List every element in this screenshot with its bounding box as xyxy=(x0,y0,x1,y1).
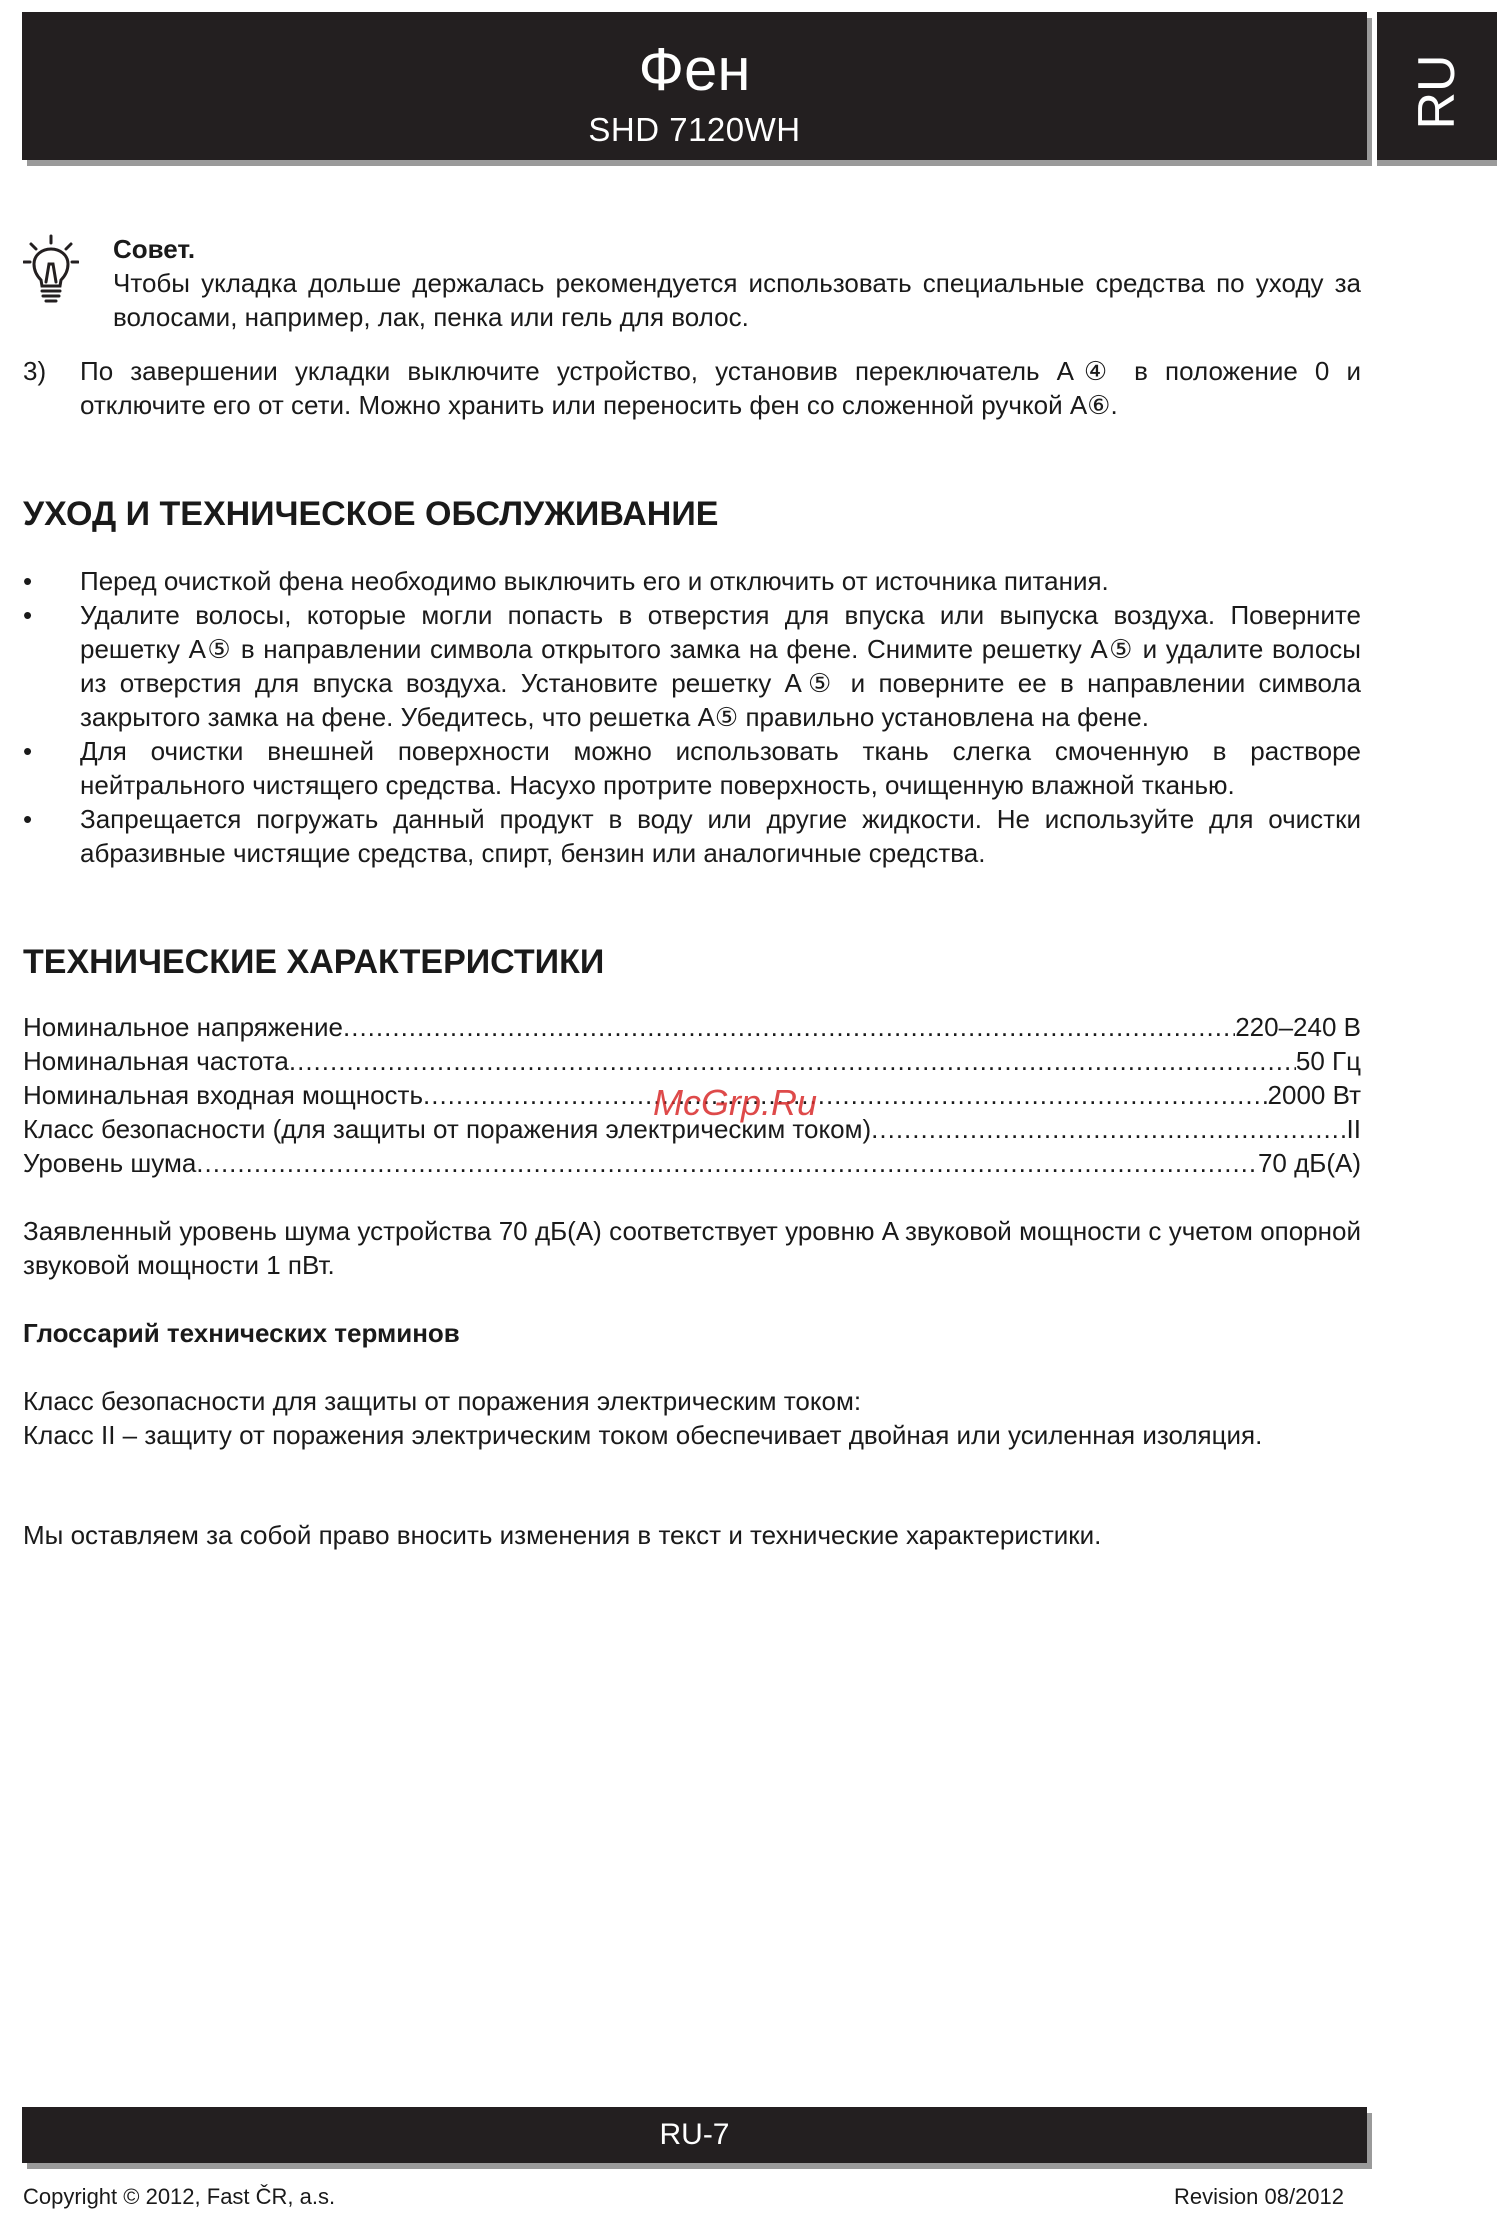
spec-row-noise xyxy=(23,1146,1361,1180)
dot-leader xyxy=(343,1010,1235,1044)
dot-leader xyxy=(423,1078,1268,1112)
dot-leader xyxy=(289,1044,1296,1078)
list-item xyxy=(23,564,1361,598)
spec-label: Уровень шума xyxy=(23,1148,197,1178)
product-title: Фен xyxy=(638,36,751,103)
tip-text: Чтобы укладка дольше держалась рекомендуется использовать специальные средства по уходу за волосами, например, лак, пенка или гель для волос. xyxy=(113,268,1361,332)
lightbulb-icon xyxy=(23,234,79,306)
model-number: SHD 7120WH xyxy=(588,111,801,148)
dot-leader xyxy=(196,1146,1258,1180)
list-item-text: Перед очисткой фена необходимо выключить его и отключить от источника питания. xyxy=(80,566,1109,596)
list-item-text: Для очистки внешней поверхности можно использовать ткань слегка смоченную в растворе нейтрального чистящего средства. Насухо протрите поверхность, очищенную влажной тканью. xyxy=(80,736,1361,800)
bullet-marker: • xyxy=(23,566,33,596)
page-content xyxy=(23,232,1361,1552)
step-text: По завершении укладки выключите устройство, установив переключатель A④ в положение 0 и отключите его от сети. Можно хранить или переносить фен со сложенной ручкой A⑥. xyxy=(80,356,1361,420)
list-item xyxy=(23,802,1361,870)
language-code: RU xyxy=(1408,54,1466,130)
spec-value: 2000 Вт xyxy=(1267,1080,1361,1110)
disclaimer: Мы оставляем за собой право вносить изменения в текст и технические характеристики. xyxy=(23,1520,1102,1550)
step-number: 3) xyxy=(23,356,47,386)
bullet-marker: • xyxy=(23,736,33,766)
revision: Revision 08/2012 xyxy=(1174,2184,1345,2209)
glossary-title: Глоссарий технических терминов xyxy=(23,1318,460,1348)
footer-bar xyxy=(22,2107,1367,2163)
copyright: Copyright © 2012, Fast ČR, a.s. xyxy=(23,2184,336,2209)
dot-leader xyxy=(871,1112,1346,1146)
bullet-marker: • xyxy=(23,804,33,834)
spec-value: 70 дБ(A) xyxy=(1257,1148,1361,1178)
noise-note: Заявленный уровень шума устройства 70 дБ(A) соответствует уровню A звуковой мощности с учетом опорной звуковой мощности 1 пВт. xyxy=(23,1216,1361,1280)
spec-value: 50 Гц xyxy=(1295,1046,1361,1076)
list-item-text: Удалите волосы, которые могли попасть в отверстия для впуска или выпуска воздуха. Поверните решетку A⑤ в направлении символа открытого замка на фене. Снимите решетку A⑤ и удалите волосы из отверстия для впуска воздуха. Установите решетку A⑤ и поверните ее в направлении символа закрытого замка на фене. Убедитесь, что решетка A⑤ правильно установлена на фене. xyxy=(80,600,1361,732)
list-item-text: Запрещается погружать данный продукт в воду или другие жидкости. Не используйте для очистки абразивные чистящие средства, спирт, бензин или аналогичные средства. xyxy=(80,804,1361,868)
page-header xyxy=(22,12,1367,160)
watermark: McGrp.Ru xyxy=(653,1082,818,1123)
bullet-marker: • xyxy=(23,600,33,630)
care-heading: УХОД И ТЕХНИЧЕСКОЕ ОБСЛУЖИВАНИЕ xyxy=(23,495,719,533)
language-tab xyxy=(1377,12,1497,160)
spec-row-voltage xyxy=(23,1010,1361,1044)
spec-label: Номинальная частота xyxy=(23,1046,289,1076)
spec-value: 220–240 В xyxy=(1235,1012,1361,1042)
spec-label: Класс безопасности (для защиты от поражения электрическим током) xyxy=(23,1114,872,1144)
spec-label: Номинальное напряжение xyxy=(23,1012,344,1042)
glossary-class-ii: Класс II – защиту от поражения электрическим током обеспечивает двойная или усиленная изоляция. xyxy=(23,1420,1263,1450)
specs-heading: ТЕХНИЧЕСКИЕ ХАРАКТЕРИСТИКИ xyxy=(23,943,605,981)
step-3 xyxy=(23,354,1361,422)
list-item xyxy=(23,598,1361,734)
spec-value: II xyxy=(1346,1114,1361,1144)
glossary-intro: Класс безопасности для защиты от поражения электрическим током: xyxy=(23,1386,862,1416)
spec-label: Номинальная входная мощность xyxy=(23,1080,423,1110)
care-list xyxy=(23,564,1361,870)
spec-row-frequency xyxy=(23,1044,1361,1078)
tip-title: Совет. xyxy=(113,234,196,264)
tip-block xyxy=(23,232,1361,334)
list-item xyxy=(23,734,1361,802)
page-number: RU-7 xyxy=(659,2118,730,2151)
